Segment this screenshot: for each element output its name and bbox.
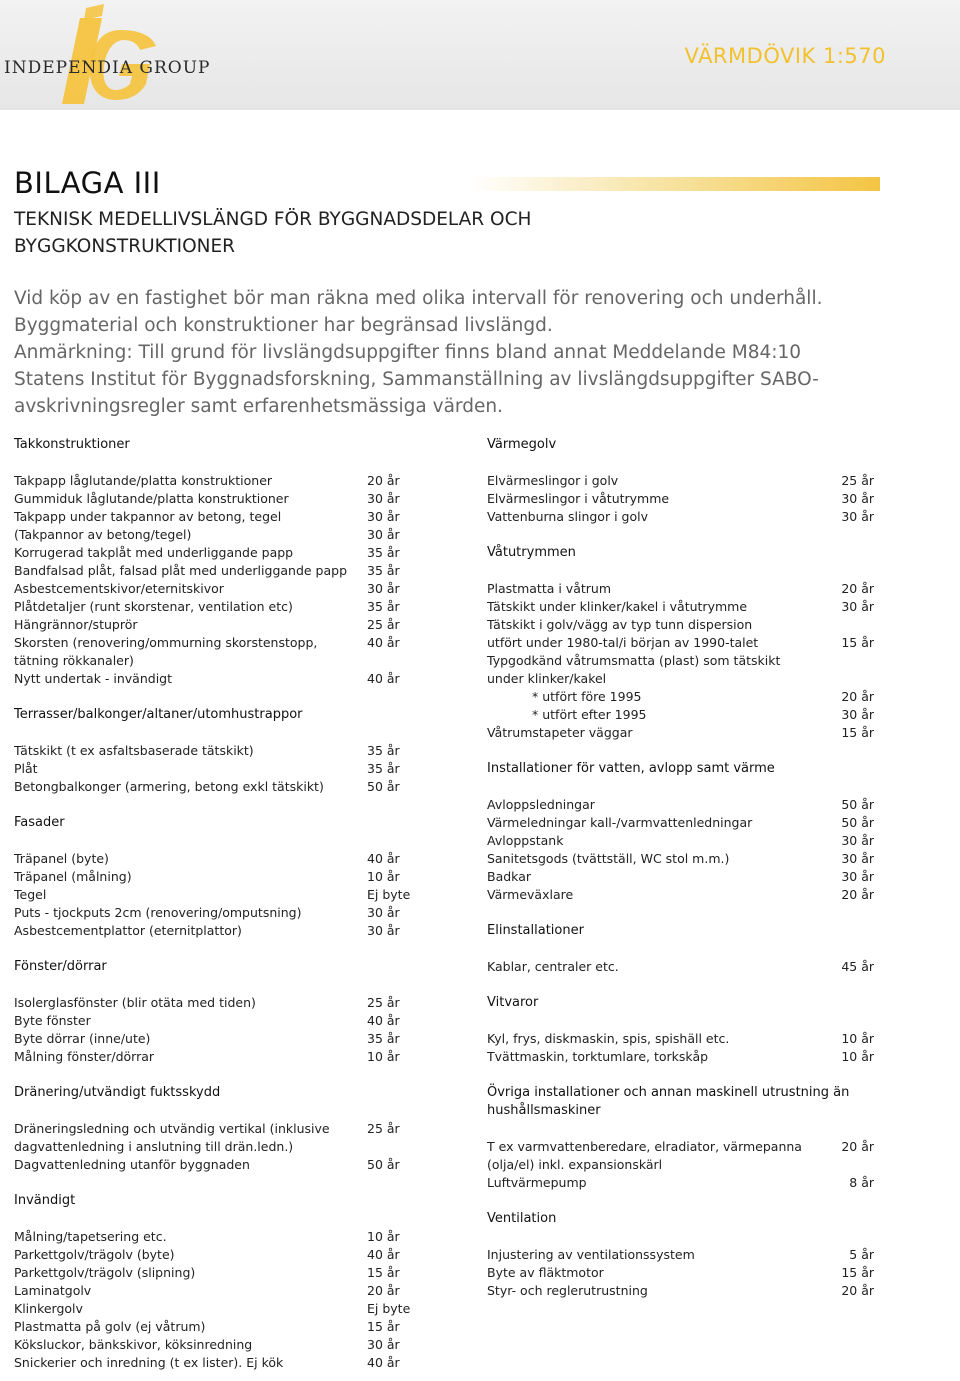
item-name: Laminatgolv bbox=[14, 1283, 92, 1298]
table-row bbox=[14, 1138, 424, 1156]
table-row bbox=[14, 760, 424, 778]
item-name: Målning fönster/dörrar bbox=[14, 1049, 155, 1064]
table-row bbox=[14, 526, 424, 544]
item-lifespan: 45 år bbox=[841, 959, 874, 974]
item-lifespan: 30 år bbox=[367, 581, 400, 596]
item-lifespan: 20 år bbox=[841, 1283, 874, 1298]
section-spacer bbox=[487, 1228, 887, 1246]
item-name: Sanitetsgods (tvättställ, WC stol m.m.) bbox=[487, 851, 730, 866]
item-name: Typgodkänd våtrumsmatta (plast) som tätskikt bbox=[487, 653, 781, 668]
section-left-1 bbox=[14, 688, 424, 796]
item-name: Byte av fläktmotor bbox=[487, 1265, 604, 1280]
left-column bbox=[14, 436, 424, 1372]
independia-logo bbox=[0, 0, 220, 110]
table-row bbox=[487, 1138, 887, 1156]
item-name: Köksluckor, bänkskivor, köksinredning bbox=[14, 1337, 253, 1352]
section-spacer bbox=[487, 562, 887, 580]
item-name: Snickerier och inredning (t ex lister). Ej kök bbox=[14, 1355, 284, 1370]
table-row bbox=[14, 562, 424, 580]
item-name: Kyl, frys, diskmaskin, spis, spishäll etc. bbox=[487, 1031, 730, 1046]
item-name: Skorsten (renovering/ommurning skorstenstopp, bbox=[14, 635, 318, 650]
item-lifespan: 20 år bbox=[841, 689, 874, 704]
item-lifespan: 8 år bbox=[849, 1175, 874, 1190]
item-lifespan: 30 år bbox=[367, 491, 400, 506]
item-lifespan: 20 år bbox=[841, 1139, 874, 1154]
table-row bbox=[14, 1300, 424, 1318]
section-spacer bbox=[487, 778, 887, 796]
item-lifespan: 35 år bbox=[367, 563, 400, 578]
item-name: under klinker/kakel bbox=[487, 671, 607, 686]
section-spacer bbox=[14, 796, 424, 814]
item-lifespan: 30 år bbox=[367, 527, 400, 542]
table-row bbox=[487, 616, 887, 634]
item-lifespan: Ej byte bbox=[367, 887, 411, 902]
item-name: (Takpannor av betong/tegel) bbox=[14, 527, 192, 542]
section-spacer bbox=[14, 1066, 424, 1084]
table-row bbox=[487, 796, 887, 814]
section-spacer bbox=[14, 688, 424, 706]
item-name: Korrugerad takplåt med underliggande papp bbox=[14, 545, 294, 560]
section-heading: Terrasser/balkonger/altaner/utomhustrappor bbox=[14, 707, 303, 722]
table-row bbox=[14, 616, 424, 634]
item-lifespan: 15 år bbox=[367, 1265, 400, 1280]
item-lifespan: 5 år bbox=[849, 1247, 874, 1262]
table-row bbox=[14, 670, 424, 688]
item-name: (olja/el) inkl. expansionskärl bbox=[487, 1157, 663, 1172]
table-row bbox=[14, 472, 424, 490]
item-lifespan: 20 år bbox=[367, 473, 400, 488]
item-lifespan: 40 år bbox=[367, 851, 400, 866]
table-row bbox=[487, 1174, 887, 1192]
item-name: Injustering av ventilationssystem bbox=[487, 1247, 695, 1262]
section-spacer bbox=[487, 976, 887, 994]
item-lifespan: 30 år bbox=[841, 869, 874, 884]
item-name: Asbestcementplattor (eternitplattor) bbox=[14, 923, 242, 938]
item-lifespan: 30 år bbox=[841, 509, 874, 524]
table-row bbox=[487, 688, 887, 706]
table-row bbox=[14, 1030, 424, 1048]
item-lifespan: 25 år bbox=[841, 473, 874, 488]
item-lifespan: 30 år bbox=[367, 1337, 400, 1352]
item-lifespan: 35 år bbox=[367, 761, 400, 776]
item-name: Träpanel (målning) bbox=[14, 869, 132, 884]
table-row bbox=[487, 958, 887, 976]
table-row bbox=[487, 598, 887, 616]
item-name: utfört under 1980-tal/i början av 1990-talet bbox=[487, 635, 759, 650]
item-name: Plastmatta i våtrum bbox=[487, 581, 611, 596]
section-spacer bbox=[487, 526, 887, 544]
table-row bbox=[487, 634, 887, 652]
item-lifespan: 15 år bbox=[841, 725, 874, 740]
item-lifespan: 30 år bbox=[841, 491, 874, 506]
item-name: Värmeledningar kall-/varmvattenledningar bbox=[487, 815, 753, 830]
item-name: tätning rökkanaler) bbox=[14, 653, 134, 668]
section-spacer bbox=[14, 1102, 424, 1120]
section-left-4 bbox=[14, 1066, 424, 1174]
table-row bbox=[487, 508, 887, 526]
table-row bbox=[487, 1264, 887, 1282]
table-row bbox=[14, 742, 424, 760]
table-row bbox=[14, 490, 424, 508]
item-name: Isolerglasfönster (blir otäta med tiden) bbox=[14, 995, 256, 1010]
table-row bbox=[487, 706, 887, 724]
table-row bbox=[14, 994, 424, 1012]
section-right-1 bbox=[487, 526, 887, 742]
section-heading: Värmegolv bbox=[487, 437, 557, 452]
section-spacer bbox=[14, 832, 424, 850]
item-lifespan: 35 år bbox=[367, 743, 400, 758]
intro-line: avskrivningsregler samt erfarenhetsmässiga värden. bbox=[14, 396, 503, 417]
table-row bbox=[14, 868, 424, 886]
table-row bbox=[487, 724, 887, 742]
section-spacer bbox=[14, 724, 424, 742]
section-heading: Övriga installationer och annan maskinell utrustning än bbox=[487, 1085, 850, 1100]
section-left-0 bbox=[14, 436, 424, 688]
section-spacer bbox=[487, 454, 887, 472]
table-row bbox=[487, 1282, 887, 1300]
section-spacer bbox=[487, 1192, 887, 1210]
section-spacer bbox=[487, 940, 887, 958]
item-name: Tätskikt under klinker/kakel i våtutrymme bbox=[487, 599, 748, 614]
item-lifespan: 30 år bbox=[841, 851, 874, 866]
item-name: Parkettgolv/trägolv (slipning) bbox=[14, 1265, 196, 1280]
section-spacer bbox=[487, 904, 887, 922]
table-row bbox=[487, 868, 887, 886]
item-lifespan: 50 år bbox=[367, 1157, 400, 1172]
right-column bbox=[487, 436, 887, 1300]
item-lifespan: 30 år bbox=[841, 833, 874, 848]
item-lifespan: 10 år bbox=[841, 1031, 874, 1046]
item-lifespan: 35 år bbox=[367, 545, 400, 560]
section-spacer bbox=[487, 1012, 887, 1030]
page-title: BILAGA III bbox=[14, 166, 161, 200]
table-row bbox=[14, 1246, 424, 1264]
table-row bbox=[487, 580, 887, 598]
section-spacer bbox=[14, 454, 424, 472]
section-heading: hushållsmaskiner bbox=[487, 1103, 601, 1118]
item-name: Avloppstank bbox=[487, 833, 564, 848]
section-spacer bbox=[487, 742, 887, 760]
section-spacer bbox=[487, 1066, 887, 1084]
item-name: Plåtdetaljer (runt skorstenar, ventilation etc) bbox=[14, 599, 293, 614]
item-lifespan: 50 år bbox=[841, 815, 874, 830]
table-row bbox=[487, 652, 887, 670]
item-lifespan: 30 år bbox=[841, 707, 874, 722]
section-spacer bbox=[14, 1210, 424, 1228]
table-row bbox=[487, 832, 887, 850]
table-row bbox=[14, 634, 424, 652]
table-row bbox=[14, 850, 424, 868]
item-lifespan: 30 år bbox=[367, 509, 400, 524]
item-lifespan: 20 år bbox=[841, 887, 874, 902]
item-name: Asbestcementskivor/eternitskivor bbox=[14, 581, 224, 596]
item-name: Puts - tjockputs 2cm (renovering/omputsning) bbox=[14, 905, 302, 920]
item-lifespan: 40 år bbox=[367, 1013, 400, 1028]
section-heading: Fasader bbox=[14, 815, 65, 830]
item-name: Parkettgolv/trägolv (byte) bbox=[14, 1247, 175, 1262]
item-lifespan: 15 år bbox=[841, 635, 874, 650]
section-right-6 bbox=[487, 1192, 887, 1300]
item-name: Dräneringsledning och utvändig vertikal (inklusive bbox=[14, 1121, 330, 1136]
item-name: Luftvärmepump bbox=[487, 1175, 587, 1190]
section-heading: Dränering/utvändigt fuktsskydd bbox=[14, 1085, 221, 1100]
item-name: dagvattenledning i anslutning till drän.ledn.) bbox=[14, 1139, 294, 1154]
section-spacer bbox=[14, 940, 424, 958]
item-name: Träpanel (byte) bbox=[14, 851, 109, 866]
intro-line: Anmärkning: Till grund för livslängdsuppgifter finns bland annat Meddelande M84:10 bbox=[14, 342, 802, 363]
table-row bbox=[14, 652, 424, 670]
table-row bbox=[487, 1030, 887, 1048]
item-name: Styr- och reglerutrustning bbox=[487, 1283, 648, 1298]
item-name: Avloppsledningar bbox=[487, 797, 595, 812]
item-name: Takpapp under takpannor av betong, tegel bbox=[14, 509, 282, 524]
intro-line: Statens Institut för Byggnadsforskning, Sammanställning av livslängdsuppgifter SABO- bbox=[14, 369, 819, 390]
table-row bbox=[487, 850, 887, 868]
item-lifespan: 30 år bbox=[841, 599, 874, 614]
item-name: Tegel bbox=[14, 887, 47, 902]
item-lifespan: 25 år bbox=[367, 617, 400, 632]
table-row bbox=[487, 814, 887, 832]
table-row bbox=[14, 886, 424, 904]
item-name: Byte fönster bbox=[14, 1013, 91, 1028]
table-row bbox=[14, 1156, 424, 1174]
table-row bbox=[487, 1156, 887, 1174]
section-right-5 bbox=[487, 1066, 887, 1192]
logo-text: INDEPENDIA GROUP bbox=[4, 58, 211, 78]
item-lifespan: 10 år bbox=[367, 1049, 400, 1064]
item-name: Våtrumstapeter väggar bbox=[487, 725, 633, 740]
item-name: Tätskikt i golv/vägg av typ tunn dispersion bbox=[487, 617, 753, 632]
table-row bbox=[14, 778, 424, 796]
table-row bbox=[14, 1318, 424, 1336]
item-lifespan: 40 år bbox=[367, 1355, 400, 1370]
item-lifespan: 40 år bbox=[367, 635, 400, 650]
item-lifespan: 20 år bbox=[367, 1283, 400, 1298]
table-row bbox=[14, 1336, 424, 1354]
item-name: Badkar bbox=[487, 869, 531, 884]
item-name: Gummiduk låglutande/platta konstruktioner bbox=[14, 491, 289, 506]
item-lifespan: 30 år bbox=[367, 923, 400, 938]
item-name: Målning/tapetsering etc. bbox=[14, 1229, 167, 1244]
item-name: Klinkergolv bbox=[14, 1301, 83, 1316]
item-name: Dagvattenledning utanför byggnaden bbox=[14, 1157, 250, 1172]
section-spacer bbox=[487, 1120, 887, 1138]
item-name: Nytt undertak - invändigt bbox=[14, 671, 173, 686]
section-heading: Invändigt bbox=[14, 1193, 76, 1208]
item-lifespan: 35 år bbox=[367, 599, 400, 614]
section-left-5 bbox=[14, 1174, 424, 1372]
item-lifespan: 15 år bbox=[367, 1319, 400, 1334]
table-row bbox=[14, 598, 424, 616]
item-name: Plåt bbox=[14, 761, 38, 776]
section-right-4 bbox=[487, 976, 887, 1066]
table-row bbox=[14, 904, 424, 922]
item-name: Elvärmeslingor i golv bbox=[487, 473, 619, 488]
table-row bbox=[487, 886, 887, 904]
section-right-0 bbox=[487, 436, 887, 526]
item-lifespan: 50 år bbox=[841, 797, 874, 812]
item-name: Bandfalsad plåt, falsad plåt med underliggande papp bbox=[14, 563, 348, 578]
item-lifespan: Ej byte bbox=[367, 1301, 411, 1316]
title-accent-bar bbox=[470, 177, 880, 191]
item-lifespan: 40 år bbox=[367, 1247, 400, 1262]
item-lifespan: 35 år bbox=[367, 1031, 400, 1046]
table-row bbox=[14, 508, 424, 526]
section-spacer bbox=[14, 976, 424, 994]
item-name: Tvättmaskin, torktumlare, torkskåp bbox=[487, 1049, 709, 1064]
table-row bbox=[14, 1120, 424, 1138]
table-row bbox=[14, 1264, 424, 1282]
section-left-2 bbox=[14, 796, 424, 940]
item-name: Tätskikt (t ex asfaltsbaserade tätskikt) bbox=[14, 743, 254, 758]
item-name: T ex varmvattenberedare, elradiator, värmepanna bbox=[487, 1139, 802, 1154]
table-row bbox=[14, 1012, 424, 1030]
item-lifespan: 20 år bbox=[841, 581, 874, 596]
table-row bbox=[487, 472, 887, 490]
item-name: Värmeväxlare bbox=[487, 887, 574, 902]
ig-logo-icon bbox=[0, 0, 220, 110]
section-heading: Vitvaror bbox=[487, 995, 539, 1010]
item-lifespan: 50 år bbox=[367, 779, 400, 794]
table-row bbox=[487, 490, 887, 508]
item-name: Byte dörrar (inne/ute) bbox=[14, 1031, 151, 1046]
intro-line: Vid köp av en fastighet bör man räkna med olika intervall för renovering och underhåll. bbox=[14, 288, 823, 309]
section-right-2 bbox=[487, 742, 887, 904]
item-name: Takpapp låglutande/platta konstruktioner bbox=[14, 473, 273, 488]
document-code: VÄRMDÖVIK 1:570 bbox=[684, 44, 886, 68]
item-lifespan: 10 år bbox=[367, 1229, 400, 1244]
table-row bbox=[14, 1282, 424, 1300]
section-heading: Installationer för vatten, avlopp samt värme bbox=[487, 761, 775, 776]
item-lifespan: 40 år bbox=[367, 671, 400, 686]
page-subtitle: TEKNISK MEDELLIVSLÄNGD FÖR BYGGNADSDELAR OCH BYGGKONSTRUKTIONER bbox=[14, 209, 532, 257]
item-lifespan: 25 år bbox=[367, 1121, 400, 1136]
table-row bbox=[14, 922, 424, 940]
section-heading: Ventilation bbox=[487, 1211, 557, 1226]
table-row bbox=[14, 544, 424, 562]
section-heading: Våtutrymmen bbox=[487, 545, 576, 560]
table-row bbox=[487, 1048, 887, 1066]
item-name: Kablar, centraler etc. bbox=[487, 959, 619, 974]
section-heading: Elinstallationer bbox=[487, 923, 584, 938]
section-heading: Takkonstruktioner bbox=[14, 437, 130, 452]
intro-text bbox=[14, 285, 914, 420]
table-row bbox=[14, 580, 424, 598]
intro-line: Byggmaterial och konstruktioner har begränsad livslängd. bbox=[14, 315, 553, 336]
table-row bbox=[487, 670, 887, 688]
item-name: Betongbalkonger (armering, betong exkl tätskikt) bbox=[14, 779, 324, 794]
table-row bbox=[14, 1228, 424, 1246]
item-lifespan: 10 år bbox=[367, 869, 400, 884]
section-spacer bbox=[14, 1174, 424, 1192]
item-lifespan: 30 år bbox=[367, 905, 400, 920]
section-heading: Fönster/dörrar bbox=[14, 959, 107, 974]
item-lifespan: 25 år bbox=[367, 995, 400, 1010]
item-lifespan: 10 år bbox=[841, 1049, 874, 1064]
section-left-3 bbox=[14, 940, 424, 1066]
table-row bbox=[14, 1048, 424, 1066]
table-row bbox=[487, 1246, 887, 1264]
table-row bbox=[14, 1354, 424, 1372]
item-name: Elvärmeslingor i våtutrymme bbox=[487, 491, 670, 506]
item-name: Hängrännor/stuprör bbox=[14, 617, 138, 632]
item-name: * utfört efter 1995 bbox=[532, 707, 647, 722]
section-right-3 bbox=[487, 904, 887, 976]
item-name: Plastmatta på golv (ej våtrum) bbox=[14, 1319, 206, 1334]
item-name: Vattenburna slingor i golv bbox=[487, 509, 648, 524]
item-name: * utfört före 1995 bbox=[532, 689, 642, 704]
item-lifespan: 15 år bbox=[841, 1265, 874, 1280]
